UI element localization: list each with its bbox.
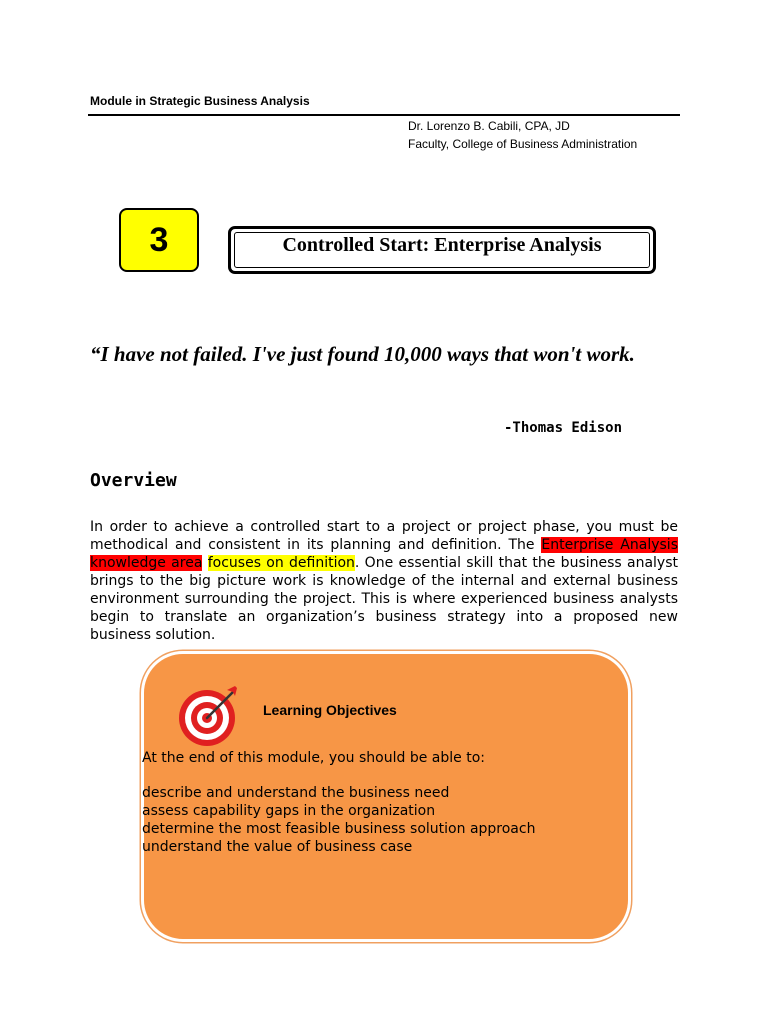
- highlight-knowledge-area: knowledge area: [90, 555, 203, 571]
- module-header: Module in Strategic Business Analysis: [90, 94, 310, 108]
- header-divider: [88, 114, 680, 116]
- objectives-intro: At the end of this module, you should be able to:: [142, 750, 485, 766]
- quote-text: “I have not failed. I've just found 10,000 ways that won't work.: [90, 342, 635, 366]
- objectives-list: [142, 784, 535, 856]
- quote-author: -Thomas Edison: [504, 420, 623, 436]
- module-number-badge: 3: [119, 208, 199, 272]
- overview-heading: Overview: [90, 470, 177, 491]
- author-name: Dr. Lorenzo B. Cabili, CPA, JD: [408, 119, 570, 133]
- overview-text-segment: [202, 555, 207, 571]
- overview-text-segment: . One essential skill that the business analyst brings to the big picture work is knowledge of the internal and external business environment surrounding the project. This is where experienced business analysts begin to translate an organization’s business strategy into a proposed new business solution.: [90, 555, 678, 643]
- overview-paragraph: [90, 518, 678, 644]
- objective-item: describe and understand the business need: [142, 785, 450, 801]
- author-block: [408, 117, 637, 153]
- objective-item: understand the value of business case: [142, 839, 413, 855]
- target-icon: [177, 684, 241, 748]
- overview-text-segment: In order to achieve a controlled start to a project or project phase, you must be methodical and consistent in its planning and definition. The: [90, 519, 678, 553]
- objectives-title: Learning Objectives: [263, 702, 397, 718]
- objective-item: assess capability gaps in the organization: [142, 803, 436, 819]
- objective-item: determine the most feasible business solution approach: [142, 821, 536, 837]
- module-title: Controlled Start: Enterprise Analysis: [234, 232, 650, 268]
- module-title-box: [228, 226, 656, 274]
- highlight-enterprise-analysis: Enterprise Analysis: [541, 537, 678, 553]
- highlight-focuses-on-definition: focuses on definition: [207, 555, 355, 571]
- author-affiliation: Faculty, College of Business Administration: [408, 137, 638, 151]
